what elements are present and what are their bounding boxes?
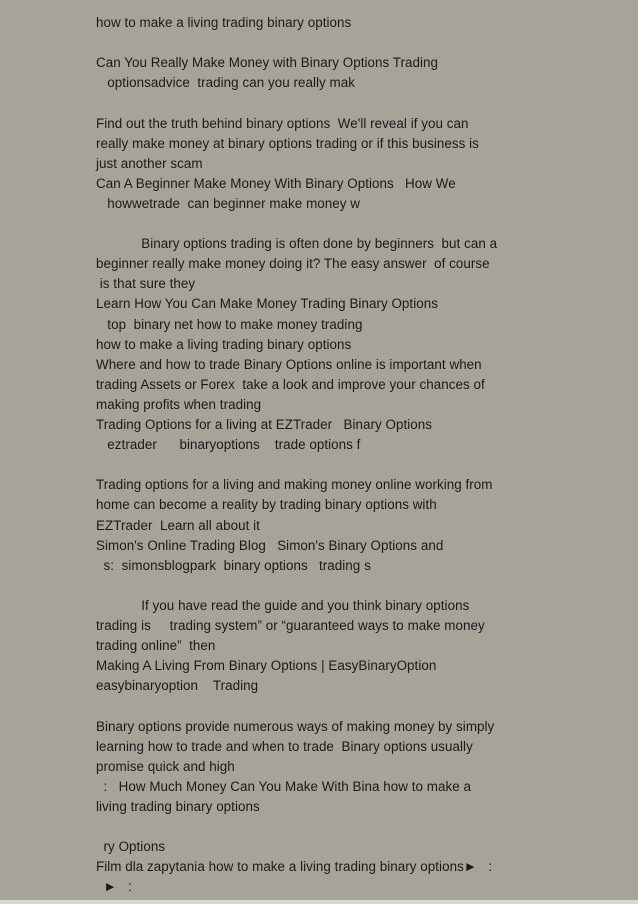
text-line: promise quick and high (96, 758, 235, 774)
text-line: Where and how to trade Binary Options online is important when (96, 356, 482, 372)
text-line: just another scam (96, 155, 203, 171)
text-line: howwetrade can beginner make money w (96, 195, 360, 211)
text-line: trading Assets or Forex take a look and improve your chances of (96, 376, 485, 392)
text-line: ry Options (96, 839, 166, 855)
text-line: how to make a living trading binary options (96, 336, 352, 352)
text-line: EZTrader Learn all about it (96, 517, 260, 533)
text-line: top binary net how to make money trading (96, 316, 363, 332)
text-line: living trading binary options (96, 798, 260, 814)
text-line: s: simonsblogpark binary options trading s (96, 557, 371, 573)
text-line: making profits when trading (96, 396, 262, 412)
text-line: Can You Really Make Money with Binary Options Trading (96, 55, 439, 71)
text-line: Making A Living From Binary Options | EasyBinaryOption (96, 658, 437, 674)
text-line: Film dla zapytania how to make a living trading binary options► : (96, 859, 493, 875)
text-line: : How Much Money Can You Make With Bina how to make a (96, 778, 471, 794)
text-line: learning how to trade and when to trade Binary options usually (96, 738, 473, 754)
text-line: Trading options for a living and making money online working from (96, 477, 493, 493)
text-line: really make money at binary options trading or if this business is (96, 135, 479, 151)
text-line: how to make a living trading binary options (96, 15, 352, 30)
text-line: easybinaryoption Trading (96, 678, 259, 694)
text-line: trading online” then (96, 638, 216, 654)
text-line: Binary options provide numerous ways of making money by simply (96, 718, 495, 734)
text-line: Can A Beginner Make Money With Binary Options How We (96, 175, 456, 191)
text-line: eztrader binaryoptions trade options f (96, 437, 361, 453)
text-line: optionsadvice trading can you really mak (96, 75, 355, 91)
text-line: Simon's Online Trading Blog Simon's Binary Options and (96, 537, 444, 553)
text-line: trading is trading system” or “guaranteed ways to make money (96, 618, 485, 633)
text-line: ► : (96, 879, 132, 895)
text-line: If you have read the guide and you think binary options (96, 597, 470, 613)
text-line: is that sure they (96, 276, 196, 292)
page-bottom-edge (0, 900, 638, 904)
text-line: home can become a reality by trading binary options with (96, 497, 437, 513)
text-line: Find out the truth behind binary options We'll reveal if you can (96, 115, 469, 131)
text-line: Binary options trading is often done by beginners but can a (96, 236, 498, 252)
text-line: beginner really make money doing it? The easy answer of course (96, 256, 490, 272)
text-line: Learn How You Can Make Money Trading Binary Options (96, 296, 438, 312)
text-line: Trading Options for a living at EZTrader Binary Options (96, 417, 433, 432)
